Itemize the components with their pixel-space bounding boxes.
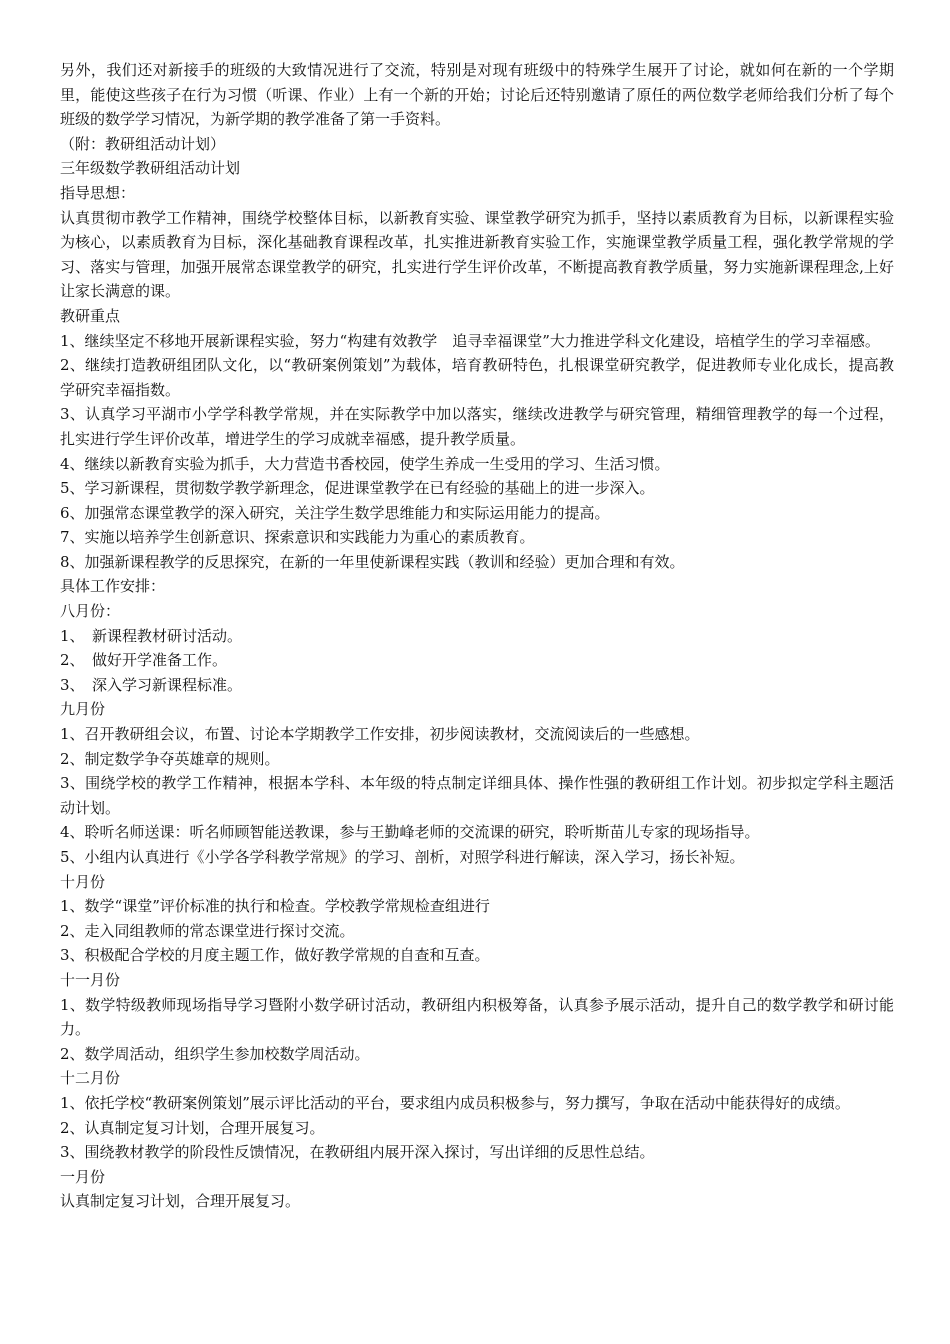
document-page	[60, 58, 894, 1214]
schedule-heading: 具体工作安排：	[60, 577, 166, 596]
november-item-2: 2、数学周活动，组织学生参加校数学周活动。	[60, 1044, 370, 1063]
september-item-5: 5、小组内认真进行《小学各学科教学常规》的学习、剖析，对照学科进行解读，深入学习，扬长补短。	[60, 848, 745, 866]
month-december: 十二月份	[60, 1069, 121, 1088]
october-item-3: 3、积极配合学校的月度主题工作，做好教学常规的自查和互查。	[60, 946, 490, 965]
november-item-1: 1、数学特级教师现场指导学习暨附小数学研讨活动，教研组内积极筹备，认真参予展示活动，提升自己的数学教学和研讨能力。	[60, 995, 894, 1039]
month-september: 九月份	[60, 700, 106, 719]
august-item-1: 1、 新课程教材研讨活动。	[60, 626, 243, 645]
august-item-2: 2、 做好开学准备工作。	[60, 651, 228, 670]
focus-item-8: 8、加强新课程教学的反思探究，在新的一年里使新课程实践（教训和经验）更加合理和有效。	[60, 552, 685, 571]
focus-item-4: 4、继续以新教育实验为抓手，大力营造书香校园，使学生养成一生受用的学习、生活习惯。	[60, 454, 670, 473]
month-august: 八月份：	[60, 602, 121, 621]
september-item-4: 4、聆听名师送课：听名师顾智能送教课，参与王勤峰老师的交流课的研究，聆听斯苗儿专家的现场指导。	[60, 823, 760, 842]
december-item-3: 3、围绕教材教学的阶段性反馈情况，在教研组内展开深入探讨，写出详细的反思性总结。	[60, 1143, 655, 1162]
october-item-1: 1、数学“课堂”评价标准的执行和检查。学校教学常规检查组进行	[60, 897, 490, 916]
december-item-1: 1、依托学校“教研案例策划”展示评比活动的平台，要求组内成员积极参与，努力撰写，争取在活动中能获得好的成绩。	[60, 1093, 850, 1112]
plan-title: 三年级数学教研组活动计划	[60, 159, 241, 178]
focus-item-2: 2、继续打造教研组团队文化，以“教研案例策划”为载体，培育教研特色，扎根课堂研究教学，促进教师专业化成长，提高教学研究幸福指数。	[60, 356, 894, 399]
october-item-2: 2、走入同组教师的常态课堂进行探讨交流。	[60, 921, 355, 940]
month-october: 十月份	[60, 872, 106, 891]
intro-paragraph: 另外，我们还对新接手的班级的大致情况进行了交流，特别是对现有班级中的特殊学生展开了讨论，就如何在新的一个学期里，能使这些孩子在行为习惯（听课、作业）上有一个新的开始；讨论后还特别邀请了原任的两位数学老师给我们分析了每个班级的数学学习情况，为新学期的教学准备了第一手资料。	[60, 61, 894, 129]
september-item-3: 3、围绕学校的教学工作精神，根据本学科、本年级的特点制定详细具体、操作性强的教研组工作计划。初步拟定学科主题活动计划。	[60, 774, 894, 817]
september-item-1: 1、召开教研组会议，布置、讨论本学期教学工作安排，初步阅读教材，交流阅读后的一些感想。	[60, 725, 700, 744]
august-item-3: 3、 深入学习新课程标准。	[60, 675, 243, 694]
focus-item-7: 7、实施以培养学生创新意识、探索意识和实践能力为重心的素质教育。	[60, 528, 535, 547]
january-item: 认真制定复习计划，合理开展复习。	[60, 1192, 301, 1211]
december-item-2: 2、认真制定复习计划，合理开展复习。	[60, 1118, 325, 1137]
focus-item-6: 6、加强常态课堂教学的深入研究，关注学生数学思维能力和实际运用能力的提高。	[60, 503, 610, 522]
guiding-thought-body: 认真贯彻市教学工作精神，围绕学校整体目标，以新教育实验、课堂教学研究为抓手，坚持以素质教育为目标，以新课程实验为核心，以素质教育为目标，深化基础教育课程改革，扎实推进新教育实验工作，实施课堂教学质量工程，强化教学常规的学习、落实与管理，加强开展常态课堂教学的研究，扎实进行学生评价改革，不断提高教育教学质量，努力实施新课程理念,上好让家长满意的课。	[60, 208, 894, 301]
appendix-note: （附：教研组活动计划）	[60, 134, 226, 153]
focus-item-1: 1、继续坚定不移地开展新课程实验，努力“构建有效教学 追寻幸福课堂”大力推进学科文化建设，培植学生的学习幸福感。	[60, 331, 880, 350]
research-focus-heading: 教研重点	[60, 306, 121, 325]
month-november: 十一月份	[60, 970, 121, 989]
focus-item-5: 5、学习新课程，贯彻数学教学新理念，促进课堂教学在已有经验的基础上的进一步深入。	[60, 479, 655, 498]
focus-item-3: 3、认真学习平湖市小学学科教学常规，并在实际教学中加以落实，继续改进教学与研究管理，精细管理教学的每一个过程，扎实进行学生评价改革，增进学生的学习成就幸福感，提升教学质量。	[60, 405, 894, 448]
september-item-2: 2、制定数学争夺英雄章的规则。	[60, 749, 280, 768]
month-january: 一月份	[60, 1167, 106, 1186]
guiding-thought-heading: 指导思想：	[60, 183, 136, 202]
